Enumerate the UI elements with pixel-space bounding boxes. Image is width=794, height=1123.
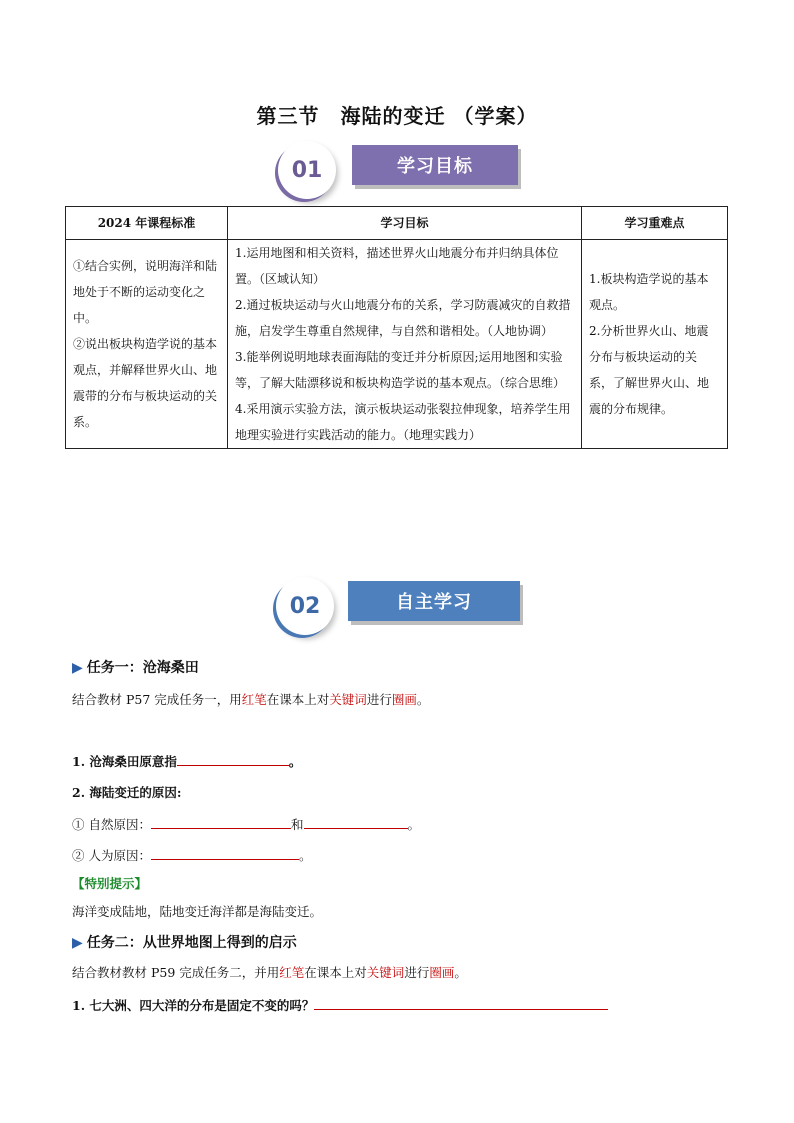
- goal-item: 3.能举例说明地球表面海陆的变迁并分析原因;运用地图和实验等，了解大陆漂移说和板块构造学说的基本观点。（综合思维）: [235, 350, 566, 390]
- goals-table: [65, 206, 728, 449]
- answer-blank[interactable]: [151, 816, 291, 829]
- instr-text: 。: [454, 965, 467, 980]
- task1-question-1: [72, 752, 301, 770]
- question-end: 。: [407, 817, 421, 832]
- question-text: 1. 七大洲、四大洋的分布是固定不变的吗？: [72, 998, 315, 1013]
- difficulty-item: 1.板块构造学说的基本观点。: [589, 272, 709, 312]
- instr-text: 。: [416, 692, 430, 707]
- task1-heading: [72, 657, 199, 677]
- task2-instruction: [72, 963, 467, 981]
- task2-question-1: [72, 996, 608, 1014]
- goal-item: 1.运用地图和相关资料，描述世界火山地震分布并归纳具体位置。（区域认知）: [235, 246, 559, 286]
- table-row: [66, 240, 728, 449]
- question-text: 1. 沧海桑田原意指: [72, 754, 177, 769]
- question-end: 。: [298, 848, 312, 863]
- goal-item: 2.通过板块运动与火山地震分布的关系，学习防震减灾的自救措施，启发学生尊重自然规律，与自然和谐相处。（人地协调）: [235, 298, 571, 338]
- instr-red: 关键词: [329, 692, 367, 707]
- instr-red: 红笔: [279, 965, 305, 980]
- standard-item: ①结合实例，说明海洋和陆地处于不断的运动变化之中。: [73, 259, 218, 325]
- section-number: 02: [276, 577, 334, 635]
- header-goals: 学习目标: [228, 207, 582, 240]
- task2-heading-text: 任务二：从世界地图上得到的启示: [86, 935, 297, 951]
- question-end: 。: [288, 754, 302, 769]
- tip-label: 【特别提示】: [72, 876, 148, 891]
- instr-text: 在课本上对: [266, 692, 330, 707]
- table-header-row: [66, 207, 728, 240]
- header-difficulties: 学习重难点: [582, 207, 728, 240]
- task1-heading-text: 任务一：沧海桑田: [86, 660, 199, 676]
- page-title: 第三节 海陆的变迁 （学案）: [256, 104, 538, 128]
- question-text: ② 人为原因：: [72, 848, 151, 863]
- difficulty-item: 2.分析世界火山、地震分布与板块运动的关系，了解世界火山、地震的分布规律。: [589, 324, 710, 416]
- task1-question-2: 2. 海陆变迁的原因:: [72, 785, 182, 800]
- section-label: 自主学习: [348, 581, 520, 621]
- goal-item: 4.采用演示实验方法，演示板块运动张裂拉伸现象，培养学生用地理实验进行实践活动的能力。（地理实践力）: [235, 402, 571, 442]
- question-text: ① 自然原因：: [72, 817, 151, 832]
- instr-red: 关键词: [366, 965, 405, 980]
- instr-text: 结合教材教材 P59 完成任务二，并用: [72, 965, 280, 980]
- task1-question-2a: [72, 815, 420, 833]
- triangle-icon: ▶: [72, 935, 83, 951]
- standard-item: ②说出板块构造学说的基本观点，并解释世界火山、地震带的分布与板块运动的关系。: [73, 337, 218, 429]
- header-standard: 2024 年课程标准: [66, 207, 228, 240]
- section-label: 学习目标: [352, 145, 518, 185]
- standards-cell: [66, 240, 228, 449]
- instr-red: 圈画: [429, 965, 455, 980]
- answer-blank[interactable]: [151, 847, 299, 860]
- answer-blank[interactable]: [314, 997, 608, 1010]
- instr-text: 在课本上对: [304, 965, 367, 980]
- instr-text: 进行: [404, 965, 430, 980]
- instr-red: 圈画: [391, 692, 417, 707]
- triangle-icon: ▶: [72, 660, 83, 676]
- instr-text: 结合教材 P57 完成任务一，用: [72, 692, 242, 707]
- tip-text: 海洋变成陆地，陆地变迁海洋都是海陆变迁。: [72, 904, 323, 919]
- answer-blank[interactable]: [304, 816, 408, 829]
- goals-cell: [228, 240, 582, 449]
- section-number: 01: [278, 141, 336, 199]
- question-text: 和: [290, 817, 304, 832]
- task2-heading: [72, 932, 297, 952]
- instr-red: 红笔: [241, 692, 267, 707]
- answer-blank[interactable]: [177, 753, 289, 766]
- difficulties-cell: [582, 240, 728, 449]
- task1-question-2b: [72, 846, 312, 864]
- instr-text: 进行: [366, 692, 392, 707]
- task1-instruction: [72, 690, 429, 708]
